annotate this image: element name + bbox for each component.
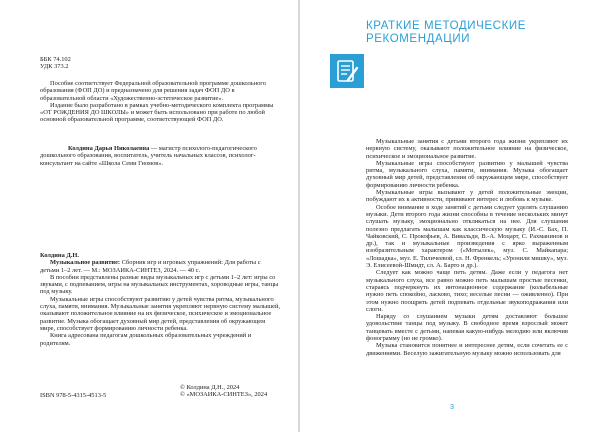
catalog-paragraph-2: Музыкальные игры способствуют развитию у детей чувства ритма, музыкального слуха, памяти, внимания. Музыкальные занятия укрепляют нервную систему малышей, оказывают положительное влияние на их физическое, психическое и эмоциональное развитие. Музыка обогащает духовный мир детей, представления об окружающем мире, способствует формированию личности ребенка. [40,295,280,332]
author-name: Колдина Дарья Николаевна [68,145,150,152]
catalog-title [40,259,280,274]
copyright-publisher: © «МОЗАИКА-СИНТЕЗ», 2024 [180,391,268,399]
catalog-title-rest: Сборник игр и игровых упражнений: Для работы с детьми 1–2 лет. — М.: МОЗАИКА-СИНТЕЗ, 2024. — 40 с. [40,259,261,274]
udk-code: УДК 373.2 [40,63,69,71]
right-page [300,0,600,432]
bbk-udk [40,56,160,71]
recommendations-text [366,138,568,357]
isbn: ISBN 978-5-4315-4513-5 [40,392,107,399]
section-title-line-1: КРАТКИЕ МЕТОДИЧЕСКИЕ [366,20,527,32]
bbk-code: ББК 74.102 [40,56,71,63]
paragraph-6: Наряду со слушанием музыки детям доставляют большое удовольствие танцы под музыку. В свободное время взрослый может танцевать вместе с детьми, напевая какую-нибудь мелодию или включив фонограмму (но не громко). [366,313,568,343]
author-bio: — магистр психолого-педагогического дошкольного образования, воспитатель, учитель начальных классов, психолог-консультант на сайте «Школа Семи Гномов». [40,145,257,167]
intro-paragraph-1: Пособие соответствует Федеральной образовательной программе дошкольного образования (ФОП ДО) и предназначено для решения задач ФОП ДО в образовательной области «Художественно-эстетическое развитие». [40,80,266,102]
paragraph-4: Особое внимание в ходе занятий с детьми следует уделять слушанию музыки. Дети второго года жизни способны в течение нескольких минут слушать музыку, эмоционально откликаться на нее. Для слушания полезно предлагать малышам как классическую музыку (И.-С. Бах, П. Чайковский, С. Прокофьев, А. Вивальди, В.-А. Моцарт, С. Рахманинов и др.), так и музыкальные произведения с ярко выраженным изобразительным характером («Мотылек», муз. С. Майкапара; «Лошадка», муз. Е. Тиличеевой, сл. Н. Френкель; «Уронили мишку», муз. Э. Елисеевой-Шмидт, сл. А. Барто и др.). [366,203,568,270]
intro-paragraph-2: Издание было разработано в рамках учебно-методического комплекта программы «ОТ РОЖДЕНИЯ ДО ШКОЛЫ» и может быть использовано при работе по любой основной образовательной программе, соответствующей ФОП ДО. [40,101,274,124]
paragraph-2: Музыкальные игры способствуют развитию у малышей чувства ритма, музыкального слуха, памяти, внимания. Музыка обогащает духовный мир детей, представления об окружающем мире, способствует формированию личности ребенка. [366,159,568,189]
catalog-paragraph-3: Книга адресована педагогам дошкольных образовательных учреждений и родителям. [40,332,252,347]
section-title [366,20,566,45]
catalog-record [40,252,280,347]
intro-block [40,80,278,124]
copyright-block [180,384,290,399]
section-title-line-2: РЕКОМЕНДАЦИИ [366,32,471,45]
author-info [40,145,280,167]
catalog-author: Колдина Д.Н. [40,252,79,259]
left-page [0,0,298,432]
catalog-title-bold: Музыкальное развитие: [50,259,121,267]
copyright-author: © Колдина Д.Н., 2024 [180,384,240,391]
paragraph-7: Музыка становится понятнее и интереснее детям, если сочетать ее с движениями. Веселую зажигательную музыку можно использовать для [366,342,568,357]
paragraph-1: Музыкальные занятия с детьми второго года жизни укрепляют их нервную систему, оказывают положительное влияние на физическое, психическое и эмоциональное развитие. [366,138,568,160]
paragraph-3: Музыкальные игры вызывают у детей положительные эмоции, побуждают их к активности, прививают интерес и любовь к музыке. [366,189,568,204]
page-number: 3 [450,404,454,411]
paragraph-5: Следует как можно чаще петь детям. Даже если у педагога нет музыкального слуха, все равно можно петь малышам простые песенки, стараясь подчеркнуть их интонационное содержание (колыбельные нужно петь спокойно, ласково, тихо; веселые песни — оживленно). При этом нужно поощрять детей подпевать отдельные звукоподражания или слоги. [366,269,568,313]
document-pen-icon [330,54,364,88]
catalog-paragraph-1: В пособии представлены разные виды музыкальных игр с детьми 1–2 лет: игры со звуками, с подпеванием, игры на музыкальных инструментах, хороводные игры, танцы под музыку. [40,273,279,296]
